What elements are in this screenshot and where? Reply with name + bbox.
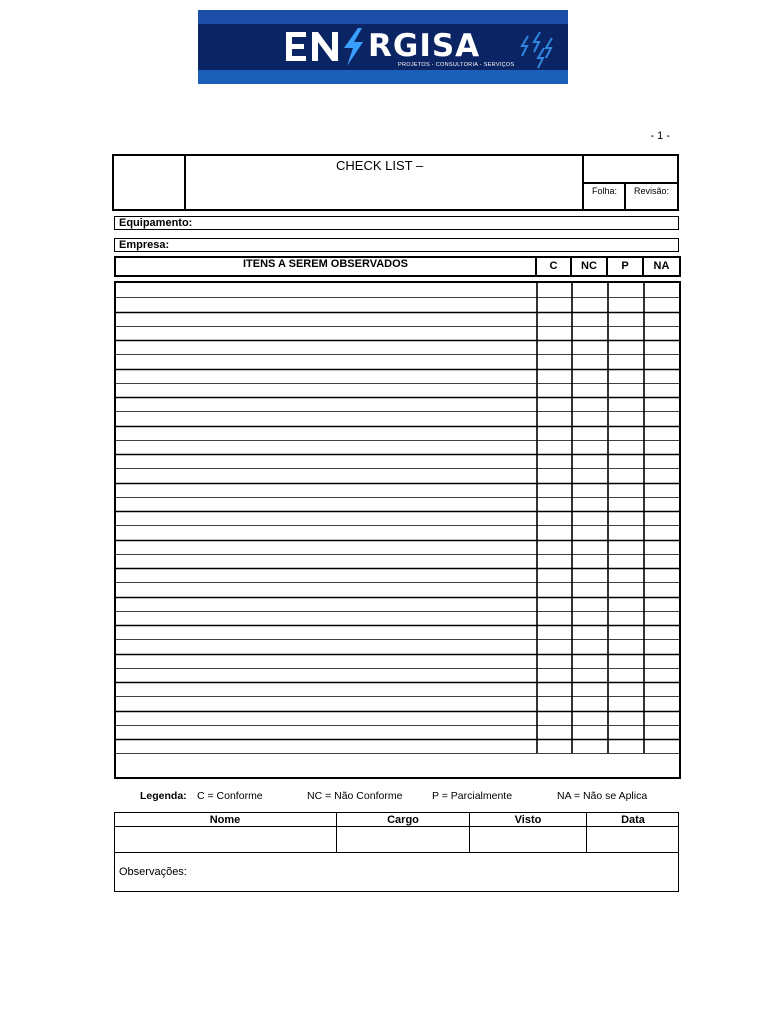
- equipamento-label: Equipamento:: [119, 217, 193, 229]
- equipamento-field[interactable]: [114, 216, 679, 230]
- legend-item-p: P = Parcialmente: [432, 790, 513, 802]
- signature-header-cargo: Cargo: [387, 814, 419, 826]
- legend-item-na: NA = Não se Aplica: [557, 790, 648, 802]
- signature-row-line: [114, 852, 679, 853]
- legend-item-nc: NC = Não Conforme: [307, 790, 403, 802]
- decorative-bolts-icon: [522, 32, 552, 68]
- checklist-grid-lines: [116, 283, 679, 777]
- checklist-grid: [114, 281, 681, 779]
- folha-label: Folha:: [592, 186, 618, 196]
- logo-tagline: PROJETOS - CONSULTORIA - SERVIÇOS: [398, 62, 515, 68]
- page-title: CHECK LIST –: [336, 158, 424, 173]
- lightning-bolt-icon: [344, 28, 363, 66]
- header-divider-folha: [582, 182, 679, 184]
- logo-letter-e: [286, 32, 306, 61]
- energisa-logo: [198, 10, 568, 84]
- logo-wordmark: RGISA: [368, 28, 481, 64]
- legend-item-c: C = Conforme: [197, 790, 263, 802]
- observacoes-label: Observações:: [119, 866, 187, 878]
- empresa-label: Empresa:: [119, 239, 170, 251]
- column-header-p: P: [621, 260, 629, 272]
- revisao-label: Revisão:: [634, 186, 670, 196]
- logo-letter-n: [312, 32, 338, 61]
- signature-header-data: Data: [621, 814, 645, 826]
- signature-header-line: [114, 826, 679, 827]
- signature-header-nome: Nome: [209, 814, 241, 826]
- empresa-field[interactable]: [114, 238, 679, 252]
- column-header-nc: NC: [581, 260, 597, 272]
- header-divider-left: [184, 154, 186, 211]
- header-divider-revisao: [624, 182, 626, 211]
- column-header-na: NA: [653, 260, 670, 272]
- legend-title: Legenda:: [140, 790, 187, 802]
- column-header-c: C: [549, 260, 558, 272]
- column-header-items: ITENS A SEREM OBSERVADOS: [242, 258, 409, 270]
- page-number: - 1 -: [650, 130, 670, 142]
- signature-header-visto: Visto: [514, 814, 542, 826]
